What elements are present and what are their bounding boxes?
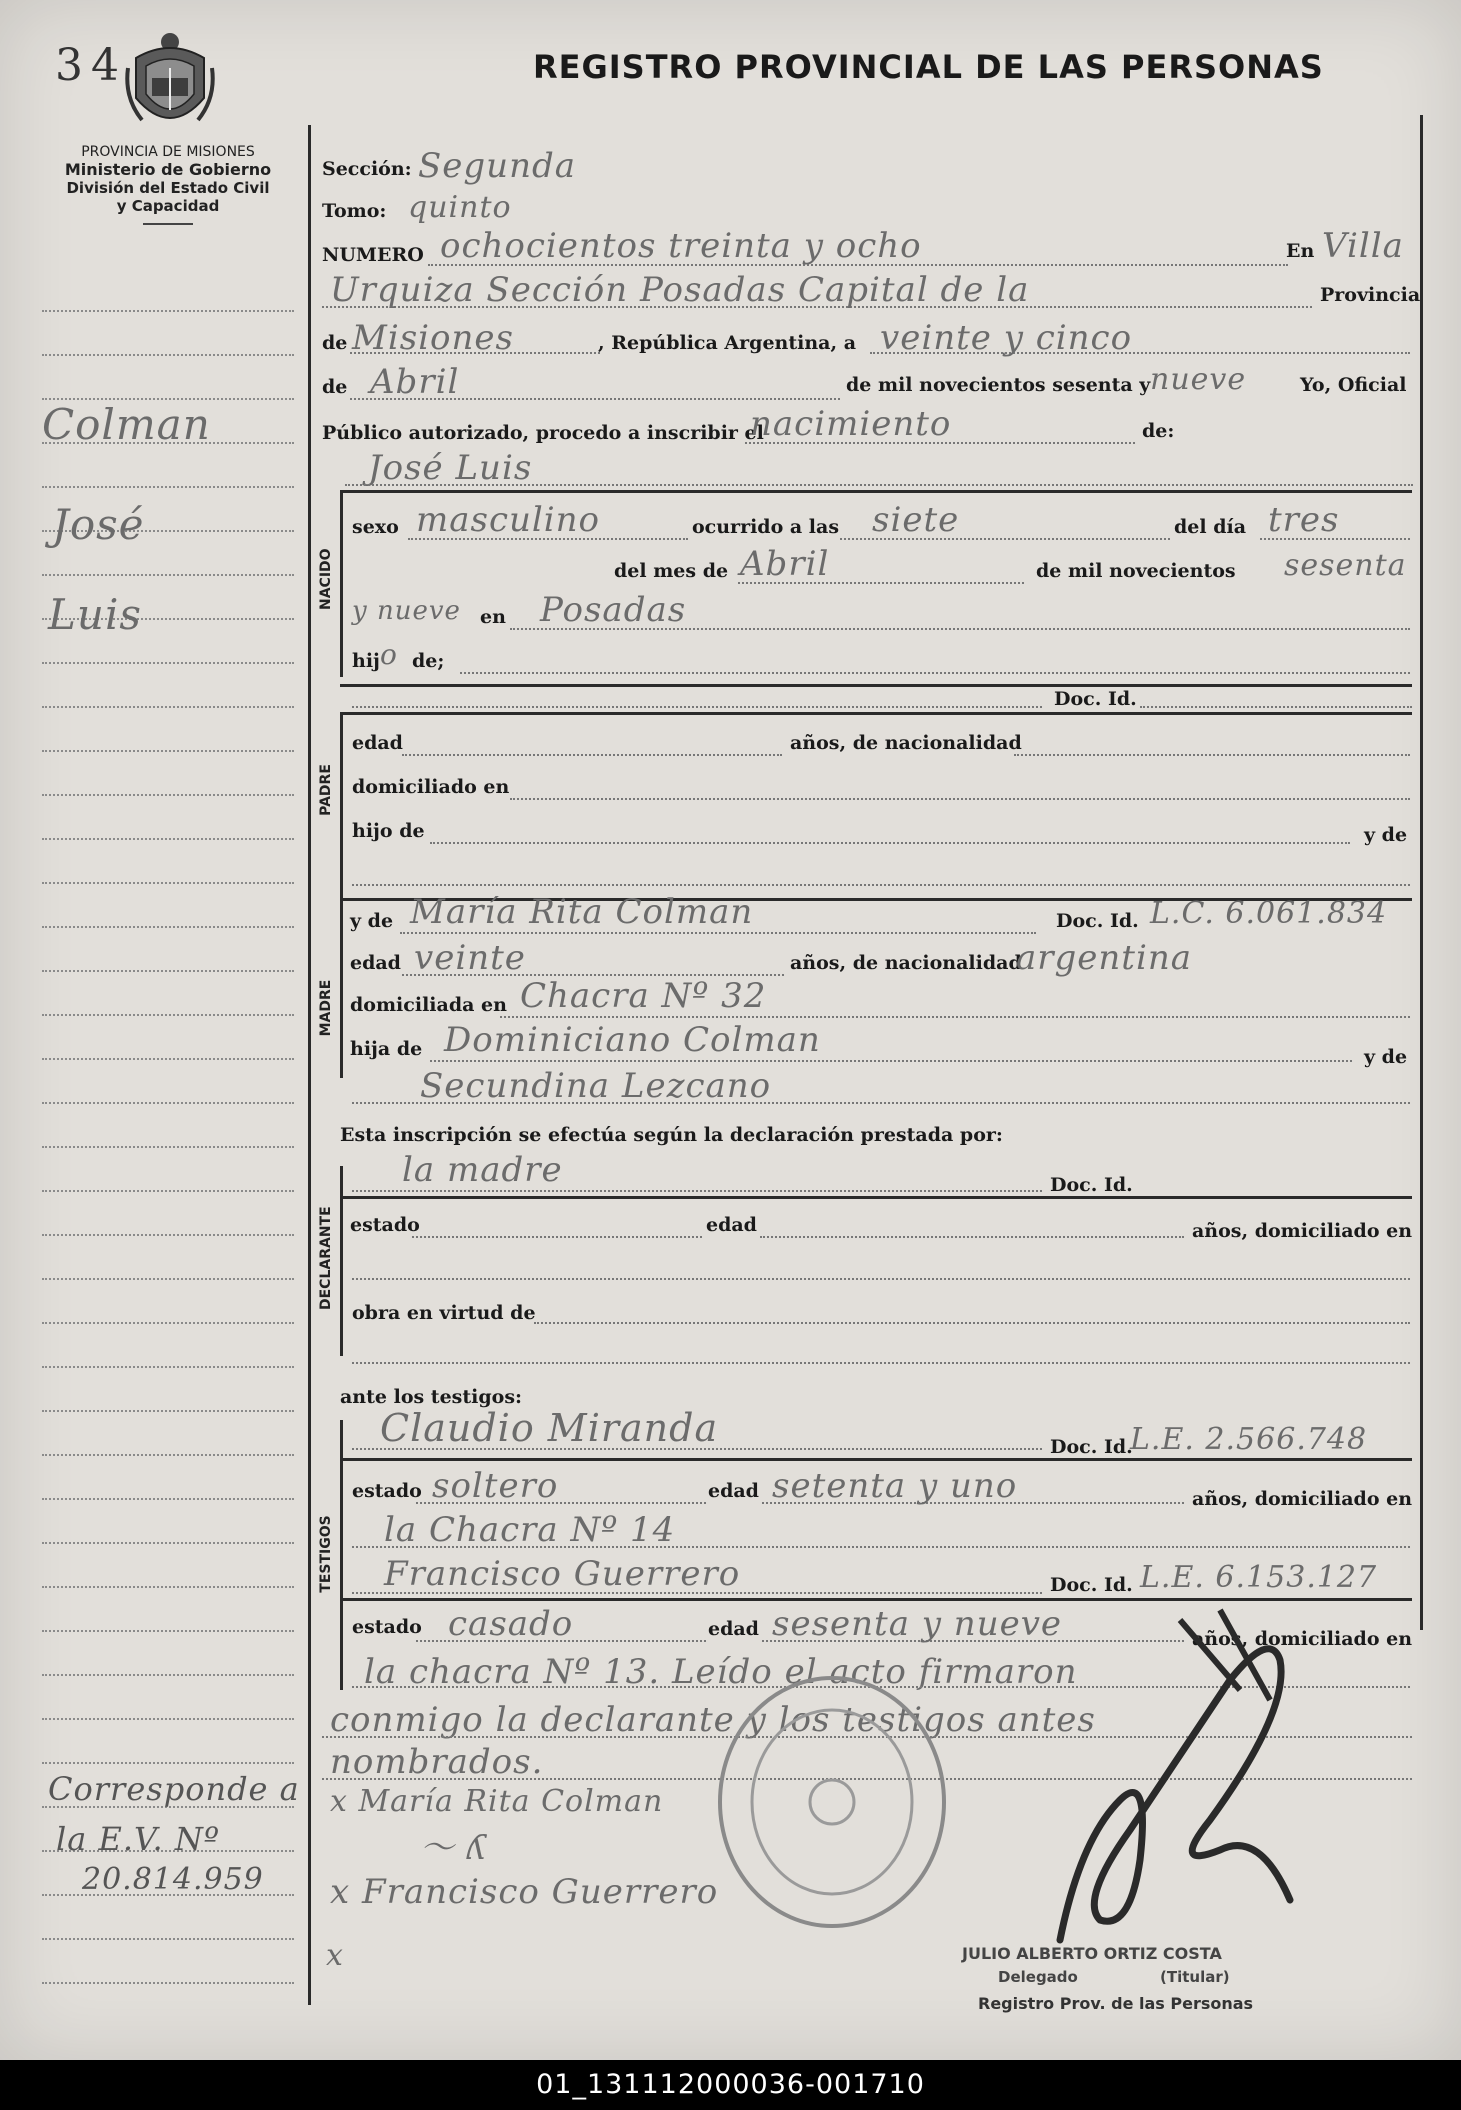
de3-label: de: xyxy=(1142,420,1175,442)
official-stamp-icon xyxy=(712,1672,952,1932)
nacido-anio-a: sesenta xyxy=(1284,548,1407,583)
testigo1-doc-value: L.E. 2.566.748 xyxy=(1130,1422,1368,1457)
image-id-footer: 01_131112000036-001710 xyxy=(0,2060,1461,2110)
testigo2-edad-label: edad xyxy=(708,1618,759,1640)
margin-ruled-line xyxy=(42,1234,294,1236)
republica-label: , República Argentina, a xyxy=(598,332,857,354)
declarante-intro: Esta inscripción se efectúa según la declaración prestada por: xyxy=(340,1124,1003,1146)
declarante-edad-label: edad xyxy=(706,1214,757,1236)
margin-ruled-line xyxy=(42,1982,294,1984)
anio-value: nueve xyxy=(1150,362,1247,397)
testigos-ante-label: ante los testigos: xyxy=(340,1386,523,1408)
en-value: Villa xyxy=(1322,226,1404,266)
madre-edad-label: edad xyxy=(350,952,401,974)
margin-ruled-line xyxy=(42,1542,294,1544)
margin-name2: Luis xyxy=(48,590,142,639)
signature-x: x xyxy=(326,1938,344,1973)
madre-madre-value: Secundina Lezcano xyxy=(420,1066,772,1106)
madre-padre-value: Dominiciano Colman xyxy=(444,1020,821,1060)
margin-correction-2: la E.V. Nº xyxy=(56,1820,220,1858)
testigos-section-label: TESTIGOS xyxy=(318,1515,334,1593)
madre-doc-value: L.C. 6.061.834 xyxy=(1150,896,1388,931)
margin-ruled-line xyxy=(42,1058,294,1060)
sexo-label: sexo xyxy=(352,516,399,538)
margin-ruled-line xyxy=(42,354,294,356)
madre-yde2-label: y de xyxy=(1364,1046,1408,1068)
declarante-domicilio-label: años, domiciliado en xyxy=(1192,1220,1413,1242)
testigo2-domicilio-value: la chacra Nº 13. Leído el acto firmaron xyxy=(364,1652,1078,1692)
padre-domicilio-label: domiciliado en xyxy=(352,776,510,798)
margin-ruled-line xyxy=(42,1454,294,1456)
margin-ruled-line xyxy=(42,1102,294,1104)
numero-value: ochocientos treinta y ocho xyxy=(440,226,922,266)
declarante-doc-label: Doc. Id. xyxy=(1050,1174,1133,1196)
official-role-titular: (Titular) xyxy=(1160,1968,1230,1986)
office-province: PROVINCIA DE MISIONES xyxy=(81,144,255,160)
lugar-value: Posadas xyxy=(540,590,687,630)
margin-correction-1: Corresponde a xyxy=(48,1770,300,1808)
signature-mother: x María Rita Colman xyxy=(330,1784,664,1819)
testigo2-domicilio-label: años, domiciliado en xyxy=(1192,1628,1413,1650)
tomo-label: Tomo: xyxy=(322,200,387,222)
testigo1-edad-label: edad xyxy=(708,1480,759,1502)
margin-ruled-line xyxy=(42,1410,294,1412)
testigo2-estado-label: estado xyxy=(352,1616,422,1638)
madre-hija-label: hija de xyxy=(350,1038,423,1060)
margin-ruled-line xyxy=(42,706,294,708)
hij-label: hij xyxy=(352,650,380,672)
madre-nacionalidad-value: argentina xyxy=(1016,938,1193,978)
hora-value: siete xyxy=(872,500,960,540)
closing-line-1: conmigo la declarante y los testigos antes xyxy=(330,1700,1096,1740)
acto-value: nacimiento xyxy=(750,404,952,444)
padre-yde-label: y de xyxy=(1364,824,1408,846)
margin-correction-3: 20.814.959 xyxy=(82,1862,264,1897)
nacido-anio-b: y nueve xyxy=(352,596,461,626)
margin-ruled-line xyxy=(42,662,294,664)
margin-surname: Colman xyxy=(42,400,211,449)
padre-hijo-label: hijo de xyxy=(352,820,425,842)
margin-ruled-line xyxy=(42,1762,294,1764)
nacido-bracket xyxy=(340,492,343,677)
testigo1-domicilio-label: años, domiciliado en xyxy=(1192,1488,1413,1510)
dia-label: del día xyxy=(1174,516,1247,538)
declarante-bracket xyxy=(340,1166,343,1356)
madre-domicilio-value: Chacra Nº 32 xyxy=(520,976,767,1016)
office-capacity: y Capacidad xyxy=(116,197,220,215)
nacido-section-label: NACIDO xyxy=(318,548,334,610)
en-label: En xyxy=(1286,240,1315,262)
padre-edad-label: edad xyxy=(352,732,403,754)
margin-ruled-line xyxy=(42,750,294,752)
main-right-border xyxy=(1420,115,1423,1630)
madre-section-label: MADRE xyxy=(318,979,334,1037)
testigo2-doc-value: L.E. 6.153.127 xyxy=(1140,1560,1378,1595)
margin-ruled-line xyxy=(42,310,294,312)
margin-ruled-line xyxy=(42,970,294,972)
declarante-nombre: la madre xyxy=(402,1150,563,1190)
madre-doc-label: Doc. Id. xyxy=(1056,910,1139,932)
provincia-label: Provincia xyxy=(1320,284,1421,306)
margin-ruled-line xyxy=(42,1586,294,1588)
testigo1-edad-value: setenta y uno xyxy=(772,1466,1018,1506)
margin-ruled-line xyxy=(42,1278,294,1280)
nacido-top-rule xyxy=(340,490,1412,493)
dia-texto-value: veinte y cinco xyxy=(880,318,1133,358)
testigo2-estado-value: casado xyxy=(448,1604,574,1644)
margin-ruled-line xyxy=(42,1190,294,1192)
office-division: División del Estado Civil xyxy=(66,179,270,197)
mes-value: Abril xyxy=(370,362,460,402)
madre-yde-label: y de xyxy=(350,910,394,932)
margin-ruled-line xyxy=(42,1146,294,1148)
de-label: de xyxy=(322,332,348,354)
dia-value: tres xyxy=(1268,500,1340,540)
page-number: 34 xyxy=(55,40,127,91)
signature-mark: 〜 ʎ xyxy=(420,1828,488,1868)
margin-ruled-line xyxy=(42,1718,294,1720)
hij-suffix: o xyxy=(380,638,398,671)
padre-bracket xyxy=(340,712,343,902)
official-signature-icon xyxy=(1040,1600,1310,1960)
document-title: REGISTRO PROVINCIAL DE LAS PERSONAS xyxy=(533,48,1324,86)
testigo2-nombre: Francisco Guerrero xyxy=(384,1554,741,1594)
testigo1-domicilio-value: la Chacra Nº 14 xyxy=(384,1510,676,1550)
nacido-nombre: José Luis xyxy=(368,448,533,488)
oficial-label: Yo, Oficial xyxy=(1300,374,1407,396)
madre-domicilio-label: domiciliada en xyxy=(350,994,507,1016)
margin-ruled-line xyxy=(42,838,294,840)
place-value: Urquiza Sección Posadas Capital de la xyxy=(330,270,1030,310)
office-ministry: Ministerio de Gobierno xyxy=(64,160,272,179)
testigo1-nombre: Claudio Miranda xyxy=(380,1406,719,1450)
margin-ruled-line xyxy=(42,1938,294,1940)
padre-section-label: PADRE xyxy=(318,764,334,816)
declarante-section-label: DECLARANTE xyxy=(318,1206,334,1310)
mes-label: del mes de xyxy=(614,560,729,582)
padre-doc-label: Doc. Id. xyxy=(1054,688,1137,710)
provincia-value: Misiones xyxy=(352,318,514,358)
margin-ruled-line xyxy=(42,1498,294,1500)
madre-edad-value: veinte xyxy=(414,938,526,978)
declarante-estado-label: estado xyxy=(350,1214,420,1236)
closing-line-2: nombrados. xyxy=(330,1742,544,1782)
margin-ruled-line xyxy=(42,1674,294,1676)
hij-de-label: de; xyxy=(412,650,445,672)
numero-label: NUMERO xyxy=(322,244,424,266)
margin-ruled-line xyxy=(42,1014,294,1016)
margin-ruled-line xyxy=(42,1630,294,1632)
margin-name1: José xyxy=(52,500,145,549)
official-office: Registro Prov. de las Personas xyxy=(978,1994,1254,2013)
margin-ruled-line xyxy=(42,882,294,884)
madre-nacionalidad-label: años, de nacionalidad xyxy=(790,952,1022,974)
en-nac-label: en xyxy=(480,606,506,628)
margin-ruled-line xyxy=(42,926,294,928)
margin-ruled-line xyxy=(42,486,294,488)
testigo1-estado-value: soltero xyxy=(432,1466,559,1506)
testigo2-doc-label: Doc. Id. xyxy=(1050,1574,1133,1596)
margin-ruled-line xyxy=(42,794,294,796)
testigo1-doc-label: Doc. Id. xyxy=(1050,1436,1133,1458)
coat-of-arms-icon xyxy=(122,28,218,138)
margin-ruled-line xyxy=(42,1322,294,1324)
anio-label: de mil novecientos sesenta y xyxy=(846,374,1151,396)
hora-label: ocurrido a las xyxy=(692,516,840,538)
publico-label: Público autorizado, procedo a inscribir el xyxy=(322,422,764,444)
seccion-value: Segunda xyxy=(418,146,577,186)
margin-ruled-line xyxy=(42,574,294,576)
signature-witness: x Francisco Guerrero xyxy=(330,1872,719,1912)
madre-nombre: María Rita Colman xyxy=(410,892,754,932)
tomo-value: quinto xyxy=(408,190,512,225)
official-name: JULIO ALBERTO ORTIZ COSTA xyxy=(962,1944,1222,1963)
sexo-value: masculino xyxy=(416,500,601,540)
padre-nacionalidad-label: años, de nacionalidad xyxy=(790,732,1022,754)
declarante-obra-label: obra en virtud de xyxy=(352,1302,536,1324)
testigos-bracket xyxy=(340,1420,343,1690)
de2-label: de xyxy=(322,376,348,398)
margin-ruled-line xyxy=(42,1366,294,1368)
testigo2-edad-value: sesenta y nueve xyxy=(772,1604,1063,1644)
main-left-border xyxy=(308,125,311,2005)
testigo1-estado-label: estado xyxy=(352,1480,422,1502)
official-role: Delegado xyxy=(998,1968,1078,1986)
office-block xyxy=(28,144,308,225)
nacido-mes-value: Abril xyxy=(740,544,830,584)
madre-bracket xyxy=(340,898,343,1078)
seccion-label: Sección: xyxy=(322,158,412,180)
anio-nac-label: de mil novecientos xyxy=(1036,560,1236,582)
